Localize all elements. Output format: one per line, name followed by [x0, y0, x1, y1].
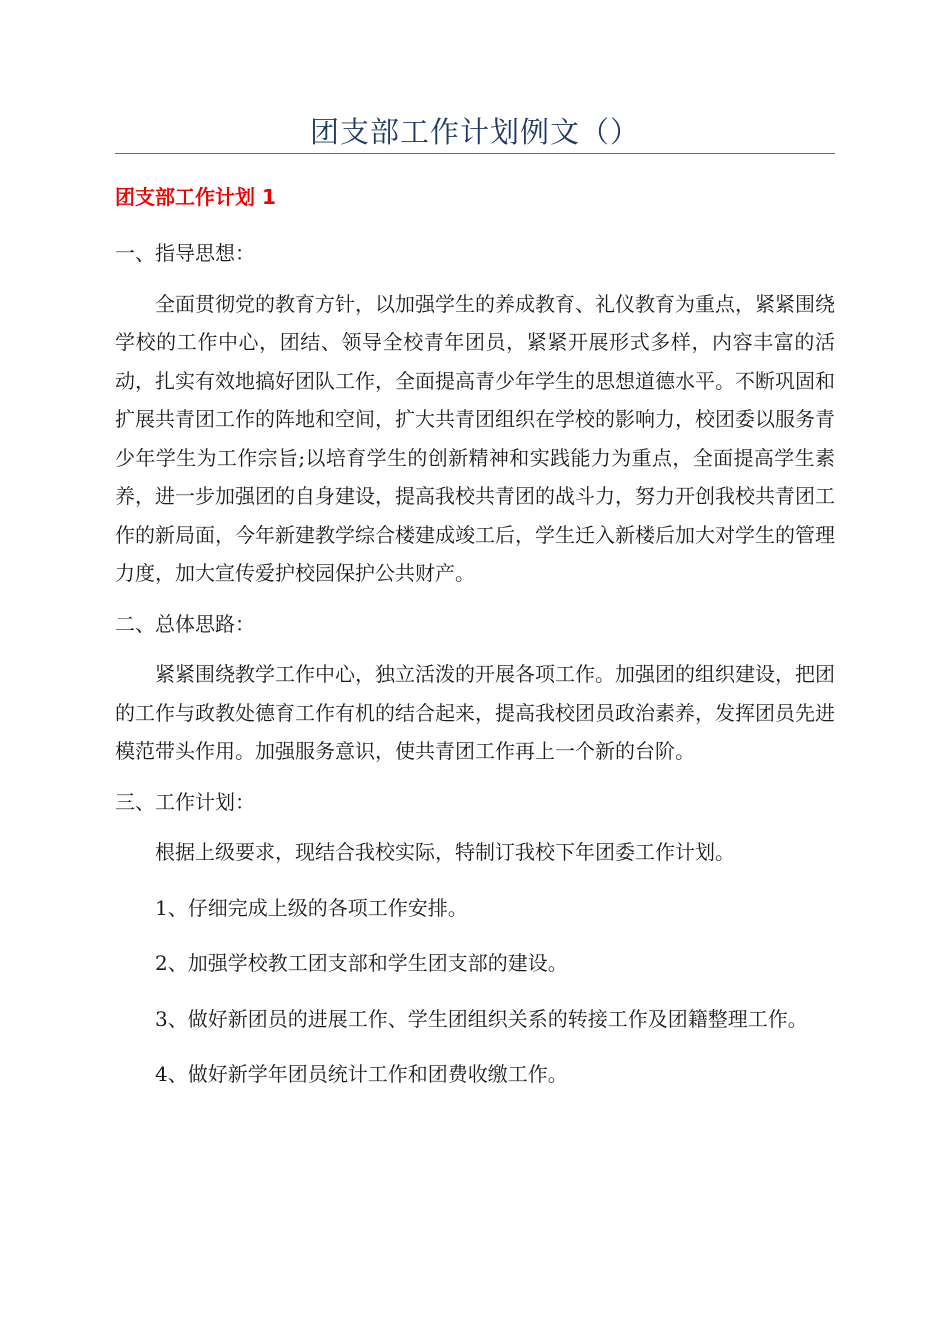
work-plan-item-3: 3、做好新团员的进展工作、学生团组织关系的转接工作及团籍整理工作。 — [155, 1006, 808, 1031]
section-heading: 团支部工作计划 1 — [115, 185, 276, 209]
document-title: 团支部工作计划例文（） — [309, 115, 640, 149]
heading-work-plan: 三、工作计划： — [115, 789, 255, 814]
work-plan-item-4: 4、做好新学年团员统计工作和团费收缴工作。 — [155, 1062, 568, 1086]
document-body — [115, 172, 835, 1111]
paragraph-guiding-ideology: 全面贯彻党的教育方针，以加强学生的养成教育、礼仪教育为重点，紧紧围绕学校的工作中心，团结、领导全校青年团员，紧紧开展形式多样，内容丰富的活动，扎实有效地搞好团队工作，全面提高青少年学生的思想道德水平。不断巩固和扩展共青团工作的阵地和空间，扩大共青团组织在学校的影响力，校团委以服务青少年学生为工作宗旨;以培育学生的创新精神和实践能力为重点，全面提高学生素养，进一步加强团的自身建设，提高我校共青团的战斗力，努力开创我校共青团工作的新局面，今年新建教学综合楼建成竣工后，学生迁入新楼后加大对学生的管理力度，加大宣传爱护校园保护公共财产。 — [115, 291, 835, 585]
heading-overall-approach: 二、总体思路： — [115, 611, 255, 636]
title-underline — [115, 153, 835, 154]
work-plan-item-1: 1、仔细完成上级的各项工作安排。 — [155, 895, 468, 920]
paragraph-overall-approach: 紧紧围绕教学工作中心，独立活泼的开展各项工作。加强团的组织建设，把团的工作与政教处德育工作有机的结合起来，提高我校团员政治素养，发挥团员先进模范带头作用。加强服务意识，使共青团工作再上一个新的台阶。 — [115, 662, 835, 763]
heading-guiding-ideology: 一、指导思想： — [115, 241, 255, 265]
work-plan-intro: 根据上级要求，现结合我校实际，特制订我校下年团委工作计划。 — [155, 840, 735, 864]
work-plan-item-2: 2、加强学校教工团支部和学生团支部的建设。 — [155, 951, 568, 975]
